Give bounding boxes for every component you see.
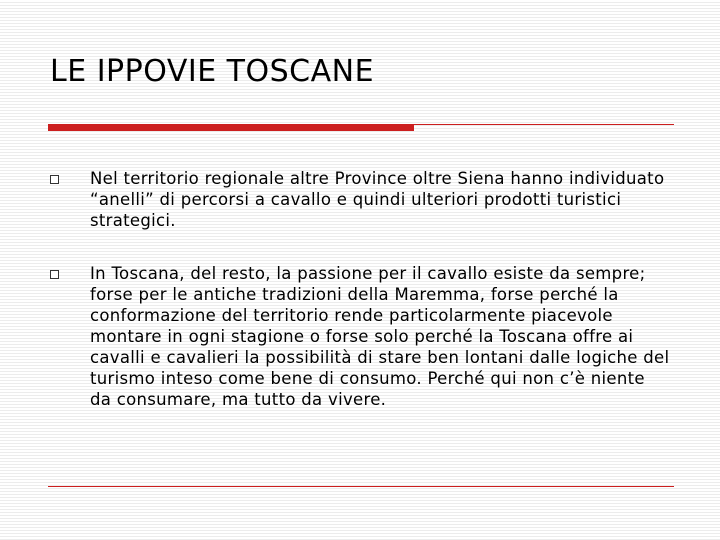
bullet-text: Nel territorio regionale altre Province oltre Siena hanno individuato “anelli” di percorsi a cavallo e quindi ulteriori prodotti turistici strategici. [90,169,665,230]
slide-title: LE IPPOVIE TOSCANE [50,54,375,89]
bullet-item [50,168,670,231]
title-accent-bar [48,124,414,131]
hollow-square-bullet-icon [50,175,59,184]
bullet-list [50,168,670,410]
bullet-text: In Toscana, del resto, la passione per il cavallo esiste da sempre; forse per le antiche tradizioni della Maremma, forse perché la conformazione del territorio rende particolarmente piacevole montare in ogni stagione o forse solo perché la Toscana offre ai cavalli e cavalieri la possibilità di stare ben lontani dalle logiche del turismo inteso come bene di consumo. Perché qui non c’è niente da consumare, ma tutto da vivere. [90,264,670,409]
bullet-item [50,263,670,410]
hollow-square-bullet-icon [50,270,59,279]
footer-divider-line [48,486,674,487]
